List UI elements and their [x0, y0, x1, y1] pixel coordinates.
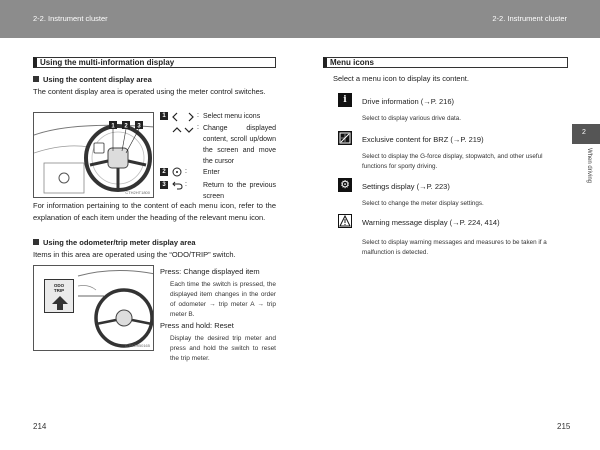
content-display-subheading — [33, 75, 152, 84]
figure2-code: CTH2HB0165 — [125, 343, 150, 348]
menu-icon-reference-paragraph: For information pertaining to the content of each menu icon, refer to the explanation of each item under the heading of the relevant menu icon. — [33, 201, 276, 222]
sub1-text: Using the content display area — [43, 75, 152, 84]
odo-label: ODO — [53, 283, 65, 288]
left-page-number: 214 — [33, 422, 47, 431]
key-desc-return: Return to the previous screen — [203, 182, 276, 200]
number-badge: 2 — [160, 168, 168, 176]
key-row-3 — [160, 180, 168, 191]
left-section-title-text: Using the multi-information display — [40, 58, 175, 67]
right-header-title: 2-2. Instrument cluster — [492, 14, 567, 23]
colon: : — [197, 124, 199, 131]
figure1-code: CTH2HT1800 — [125, 190, 150, 195]
left-section-title — [33, 57, 276, 68]
svg-text:1: 1 — [111, 123, 115, 130]
back-arrow-icon — [172, 180, 184, 190]
press-title: Press: Change displayed item — [160, 267, 260, 276]
key-row-1 — [160, 111, 168, 122]
left-right-arrows-icon — [172, 112, 194, 122]
key-row-2 — [160, 167, 168, 178]
menu-label-drive-info: Drive information (→P. 216) — [362, 97, 454, 106]
menu-label-settings: Settings display (→P. 223) — [362, 182, 450, 191]
colon: : — [197, 112, 199, 119]
hold-title: Press and hold: Reset — [160, 321, 234, 330]
svg-text:3: 3 — [137, 123, 141, 130]
settings-icon: ⚙ — [338, 178, 352, 192]
steering-wheel-illustration — [34, 113, 154, 198]
chapter-side-label: When driving — [586, 148, 592, 184]
hold-description: Display the desired trip meter and press and hold the switch to reset the trip meter. — [170, 335, 276, 362]
right-section-title-text: Menu icons — [330, 58, 375, 67]
menu-desc-warning: Select to display warning messages and measures to be taken if a malfunction is detected. — [362, 239, 547, 256]
number-badge: 1 — [160, 112, 168, 120]
right-section-title — [323, 57, 568, 68]
menu-desc-brz: Select to display the G-force display, stopwatch, and other useful functions for sporty driving. — [362, 153, 543, 170]
chapter-tab[interactable] — [572, 124, 600, 144]
key-desc-change-content: Change displayed content, scroll up/down the screen and move the cursor — [203, 125, 276, 165]
press-description: Each time the switch is pressed, the displayed item changes in the order of odometer → trip meter A → trip meter B. — [170, 281, 276, 318]
odometer-subheading — [33, 238, 196, 247]
number-badge: 3 — [160, 181, 168, 189]
odo-trip-switch-callout — [44, 279, 74, 313]
bullet-square-icon — [33, 239, 39, 245]
enter-dot-icon — [172, 167, 184, 177]
page-header — [0, 0, 600, 38]
steering-wheel-figure — [33, 112, 154, 198]
info-icon: i — [338, 93, 352, 107]
key-desc-select-icons: Select menu icons — [203, 113, 261, 120]
colon: : — [185, 168, 187, 175]
right-page-number: 215 — [557, 422, 571, 431]
warning-icon — [338, 214, 352, 228]
gauge-icon — [338, 131, 352, 145]
up-down-arrows-icon — [172, 125, 194, 135]
menu-label-brz: Exclusive content for BRZ (→P. 219) — [362, 135, 484, 144]
sub2-text: Using the odometer/trip meter display area — [43, 238, 196, 247]
menu-desc-drive-info: Select to display various drive data. — [362, 115, 462, 122]
gauge-graphic — [338, 131, 352, 145]
content-display-paragraph: The content display area is operated using the meter control switches. — [33, 87, 266, 96]
key-desc-enter: Enter — [203, 169, 220, 176]
odometer-paragraph: Items in this area are operated using the “ODO/TRIP” switch. — [33, 250, 236, 259]
press-arrow-icon — [51, 295, 69, 311]
menu-intro: Select a menu icon to display its content. — [333, 74, 469, 83]
bullet-square-icon — [33, 76, 39, 82]
trip-label: TRIP — [53, 288, 65, 293]
warning-triangle-graphic — [339, 215, 351, 227]
menu-desc-settings: Select to change the meter display settings. — [362, 200, 484, 207]
menu-label-warning: Warning message display (→P. 224, 414) — [362, 218, 500, 227]
chapter-tab-number: 2 — [582, 129, 586, 136]
left-header-title: 2-2. Instrument cluster — [33, 14, 108, 23]
svg-text:2: 2 — [124, 123, 128, 130]
colon: : — [185, 181, 187, 188]
